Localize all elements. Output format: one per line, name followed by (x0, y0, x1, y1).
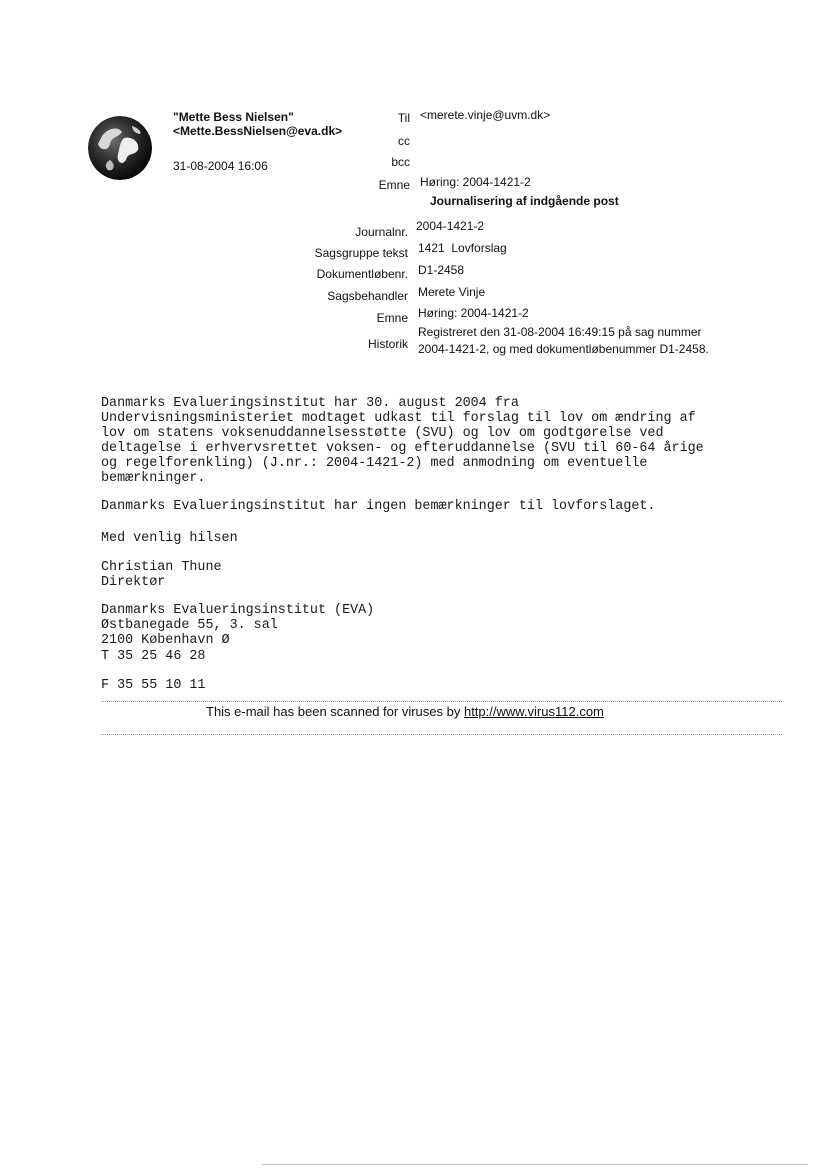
journal-title: Journalisering af indgående post (430, 194, 619, 208)
fax: F 35 55 10 11 (101, 678, 206, 693)
body-paragraph-1-line-5: og regelforenkling) (J.nr.: 2004-1421-2) med anmodning om eventuelle (101, 456, 648, 471)
sagsgruppe-value: 1421 Lovforslag (418, 241, 507, 255)
globe-icon (88, 116, 152, 180)
scan-notice (206, 704, 604, 719)
org-line-3: 2100 København Ø (101, 633, 230, 648)
sender-avatar (88, 116, 152, 180)
dokumentlobenr-value: D1-2458 (418, 263, 465, 277)
subject-label: Emne (378, 178, 410, 192)
subject-value: Høring: 2004-1421-2 (420, 175, 531, 189)
closing: Med venlig hilsen (101, 531, 238, 546)
signer-title: Direktør (101, 575, 166, 590)
body-paragraph-2: Danmarks Evalueringsinstitut har ingen bemærkninger til lovforslaget. (101, 499, 656, 514)
bcc-label: bcc (391, 155, 410, 169)
sender-name: "Mette Bess Nielsen" (173, 110, 294, 124)
org-line-4: T 35 25 46 28 (101, 649, 206, 664)
to-value[interactable]: <merete.vinje@uvm.dk> (420, 108, 551, 122)
scan-notice-text: This e-mail has been scanned for viruses by (206, 704, 464, 719)
historik-line-1: Registreret den 31-08-2004 16:49:15 på sag nummer (418, 325, 702, 339)
divider-top (101, 701, 782, 702)
body-paragraph-1-line-3: lov om statens voksenuddannelsesstøtte (SVU) og lov om godtgørelse ved (101, 426, 664, 441)
journal-subject-label: Emne (376, 311, 408, 325)
body-paragraph-1-line-6: bemærkninger. (101, 471, 206, 486)
signer-name: Christian Thune (101, 560, 222, 575)
journal-subject-value: Høring: 2004-1421-2 (418, 306, 529, 320)
divider-bottom (101, 734, 782, 735)
sagsbehandler-value: Merete Vinje (418, 285, 486, 299)
page-edge-line (262, 1164, 808, 1165)
scan-notice-link[interactable]: http://www.virus112.com (463, 704, 604, 719)
historik-label: Historik (367, 337, 408, 351)
org-line-2: Østbanegade 55, 3. sal (101, 618, 278, 633)
sent-datetime: 31-08-2004 16:06 (173, 159, 268, 173)
sagsgruppe-label: Sagsgruppe tekst (314, 246, 408, 260)
journalnr-label: Journalnr. (355, 225, 408, 239)
body-paragraph-1-line-1: Danmarks Evalueringsinstitut har 30. august 2004 fra (101, 396, 519, 411)
dokumentlobenr-label: Dokumentløbenr. (316, 267, 408, 281)
sender-email[interactable]: <Mette.BessNielsen@eva.dk> (173, 124, 343, 138)
body-paragraph-1-line-4: deltagelse i erhvervsrettet voksen- og efteruddannelse (SVU til 60-64 årige (101, 441, 704, 456)
sagsbehandler-label: Sagsbehandler (327, 289, 408, 303)
to-label: Til (397, 111, 410, 125)
org-line-1: Danmarks Evalueringsinstitut (EVA) (101, 603, 375, 618)
historik-line-2: 2004-1421-2, og med dokumentløbenummer D1-2458. (418, 342, 709, 356)
journalnr-value: 2004-1421-2 (416, 219, 485, 233)
body-paragraph-1-line-2: Undervisningsministeriet modtaget udkast til forslag til lov om ændring af (101, 411, 696, 426)
cc-label: cc (398, 134, 410, 148)
